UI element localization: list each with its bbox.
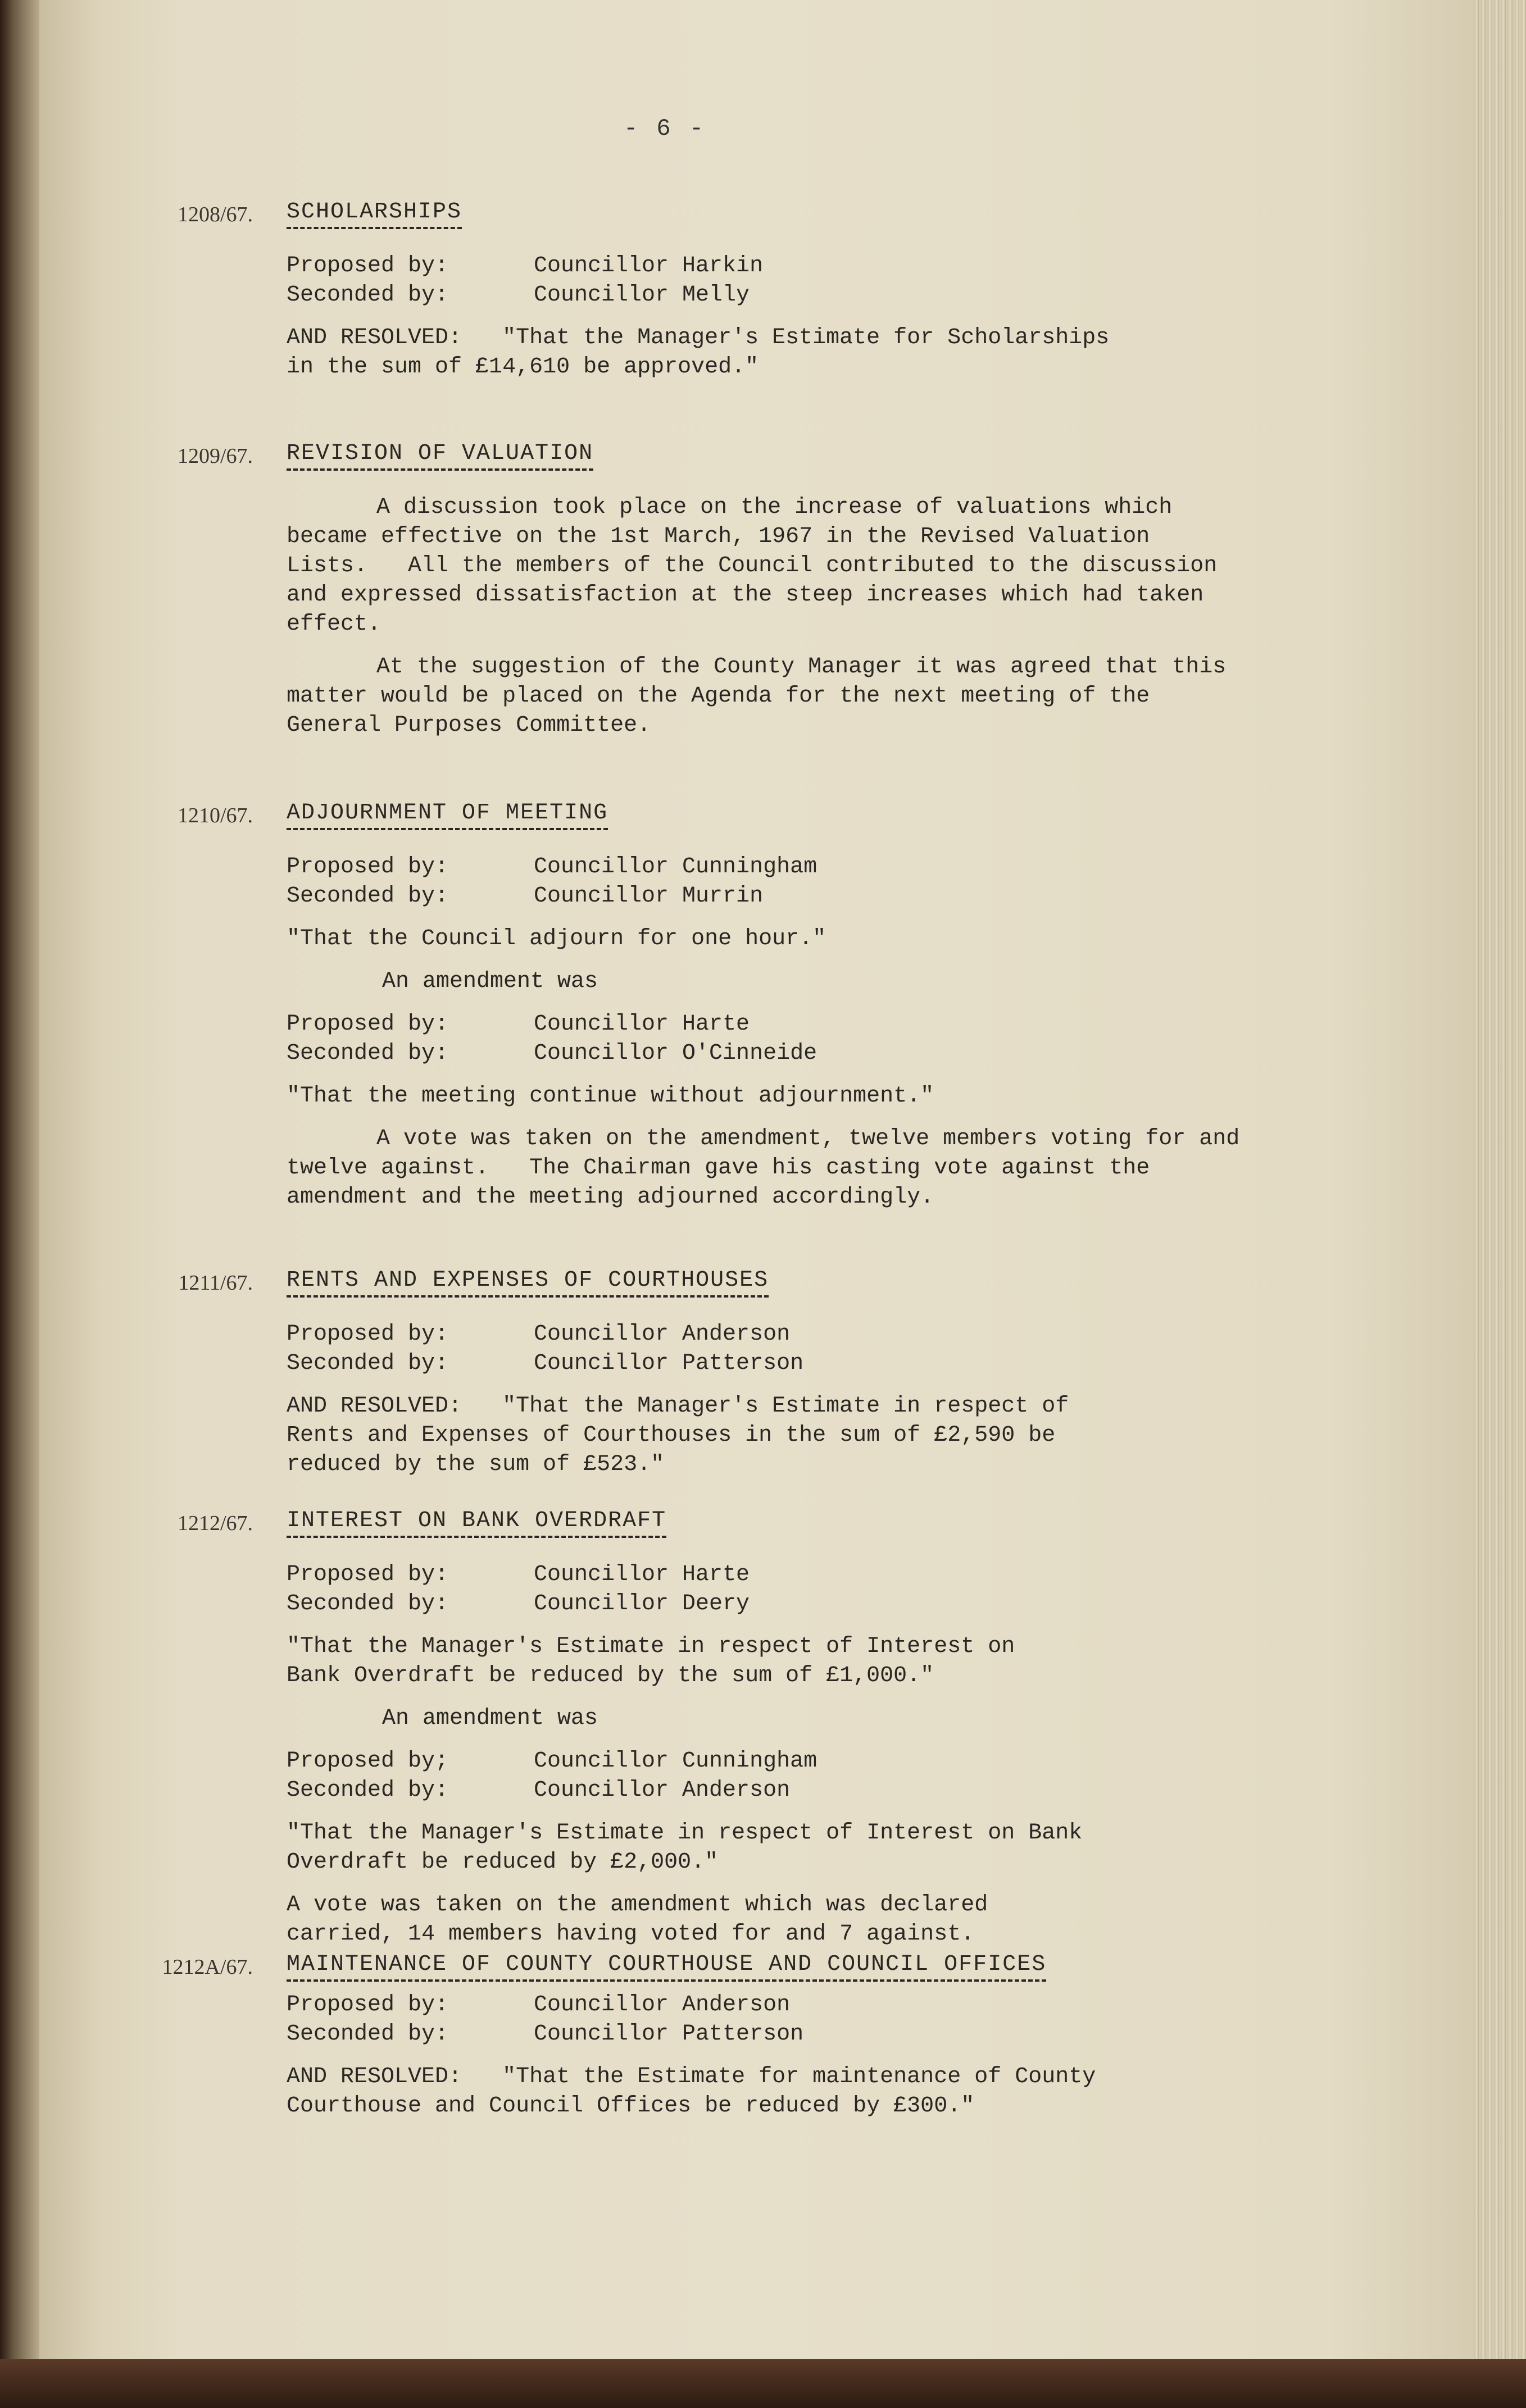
- proposed-value: Councillor Harte: [534, 1012, 750, 1037]
- section-heading: RENTS AND EXPENSES OF COURTHOUSES: [287, 1268, 769, 1298]
- seconded-value: Councillor O'Cinneide: [534, 1041, 818, 1066]
- minute-number: 1210/67.: [177, 804, 253, 827]
- proposed-label: Proposed by:: [287, 1562, 449, 1587]
- minute-number: 1209/67.: [177, 444, 253, 468]
- amendment-intro: An amendment was: [382, 1706, 598, 1731]
- section-heading: REVISION OF VALUATION: [287, 441, 593, 471]
- proposed-label: Proposed by:: [287, 1322, 449, 1347]
- seconded-value: Councillor Anderson: [534, 1778, 791, 1803]
- proposed-seconded: [287, 252, 1298, 310]
- section-heading: SCHOLARSHIPS: [287, 199, 462, 229]
- minute-number: 1212A/67.: [162, 1955, 253, 1979]
- proposed-seconded: [287, 1991, 1298, 2049]
- seconded-value: Councillor Patterson: [534, 2022, 804, 2047]
- vote-text: A vote was taken on the amendment which was declared carried, 14 members having voted for and 7 against.: [287, 1892, 988, 1947]
- vote-text: A vote was taken on the amendment, twelve members voting for and twelve against. The Chairman gave his casting vote against the amendment and the meeting adjourned accordingly.: [287, 1126, 1254, 1210]
- seconded-label: Seconded by:: [287, 884, 449, 909]
- proposed-value: Councillor Harkin: [534, 253, 764, 279]
- seconded-label: Seconded by:: [287, 1041, 449, 1066]
- proposed-seconded: [287, 1320, 1298, 1378]
- seconded-label: Seconded by:: [287, 283, 449, 308]
- proposed-value: Councillor Cunningham: [534, 854, 818, 880]
- resolution-text: AND RESOLVED: "That the Estimate for maintenance of County Courthouse and Council Offices be reduced by £300.": [287, 2064, 1096, 2119]
- amendment-text: "That the meeting continue without adjournment.": [287, 1084, 934, 1109]
- section-adjournment-of-meeting: [287, 800, 1254, 1212]
- seconded-label: Seconded by:: [287, 2022, 449, 2047]
- book-binding-left: [0, 0, 39, 2408]
- minute-number: 1208/67.: [177, 203, 253, 226]
- proposed-value: Councillor Anderson: [534, 1322, 791, 1347]
- section-heading: INTEREST ON BANK OVERDRAFT: [287, 1508, 666, 1538]
- resolution-text: AND RESOLVED: "That the Manager's Estimate for Scholarships in the sum of £14,610 be approved.": [287, 325, 1110, 380]
- seconded-value: Councillor Murrin: [534, 884, 764, 909]
- proposed-seconded: [287, 853, 1242, 911]
- proposed-value: Councillor Cunningham: [534, 1749, 818, 1774]
- seconded-value: Councillor Melly: [534, 283, 750, 308]
- minute-number: 1211/67.: [178, 1271, 253, 1295]
- section-scholarships: [287, 199, 1298, 382]
- seconded-label: Seconded by:: [287, 1351, 449, 1376]
- seconded-value: Councillor Patterson: [534, 1351, 804, 1376]
- proposed-label: Proposed by:: [287, 854, 449, 880]
- amendment-proposed-seconded: [287, 1010, 1242, 1068]
- page-number: - 6 -: [624, 115, 706, 142]
- book-binding-bottom: [0, 2359, 1526, 2408]
- proposed-label: Proposed by:: [287, 1992, 449, 2018]
- section-heading: ADJOURNMENT OF MEETING: [287, 800, 608, 830]
- seconded-label: Seconded by:: [287, 1778, 449, 1803]
- section-heading: MAINTENANCE OF COUNTY COURTHOUSE AND COUNCIL OFFICES: [287, 1952, 1046, 1982]
- document-page: [39, 0, 1472, 2408]
- proposed-label: Proposed by:: [287, 253, 449, 279]
- proposed-label: Proposed by:: [287, 1012, 449, 1037]
- section-rents-and-expenses: [287, 1268, 1298, 1480]
- amendment-proposed-seconded: [287, 1747, 1298, 1805]
- motion-text: "That the Manager's Estimate in respect of Interest on Bank Overdraft be reduced by the sum of £1,000.": [287, 1634, 1015, 1688]
- section-maintenance-of-courthouse: [287, 1952, 1298, 2121]
- amendment-intro: An amendment was: [382, 969, 598, 994]
- book-page-edges: [1472, 0, 1526, 2408]
- proposed-value: Councillor Anderson: [534, 1992, 791, 2018]
- proposed-label: Proposed by;: [287, 1749, 449, 1774]
- minute-number: 1212/67.: [177, 1512, 253, 1535]
- discussion-paragraph: A discussion took place on the increase of valuations which became effective on the 1st March, 1967 in the Revised Valuation Lists. All the members of the Council contributed to the discussion and expressed dissatisfaction at the steep increases which had taken effect.: [287, 495, 1231, 637]
- motion-text: "That the Council adjourn for one hour.": [287, 926, 826, 952]
- amendment-text: "That the Manager's Estimate in respect of Interest on Bank Overdraft be reduced by £2,000.": [287, 1820, 1083, 1875]
- section-revision-of-valuation: [287, 441, 1242, 740]
- section-interest-on-bank-overdraft: [287, 1508, 1298, 1949]
- seconded-value: Councillor Deery: [534, 1591, 750, 1617]
- proposed-value: Councillor Harte: [534, 1562, 750, 1587]
- agenda-paragraph: At the suggestion of the County Manager it was agreed that this matter would be placed on the Agenda for the next meeting of the General Purposes Committee.: [287, 654, 1240, 738]
- seconded-label: Seconded by:: [287, 1591, 449, 1617]
- proposed-seconded: [287, 1560, 1298, 1619]
- resolution-text: AND RESOLVED: "That the Manager's Estimate in respect of Rents and Expenses of Courthouses in the sum of £2,590 be reduced by the sum of £523.": [287, 1394, 1069, 1477]
